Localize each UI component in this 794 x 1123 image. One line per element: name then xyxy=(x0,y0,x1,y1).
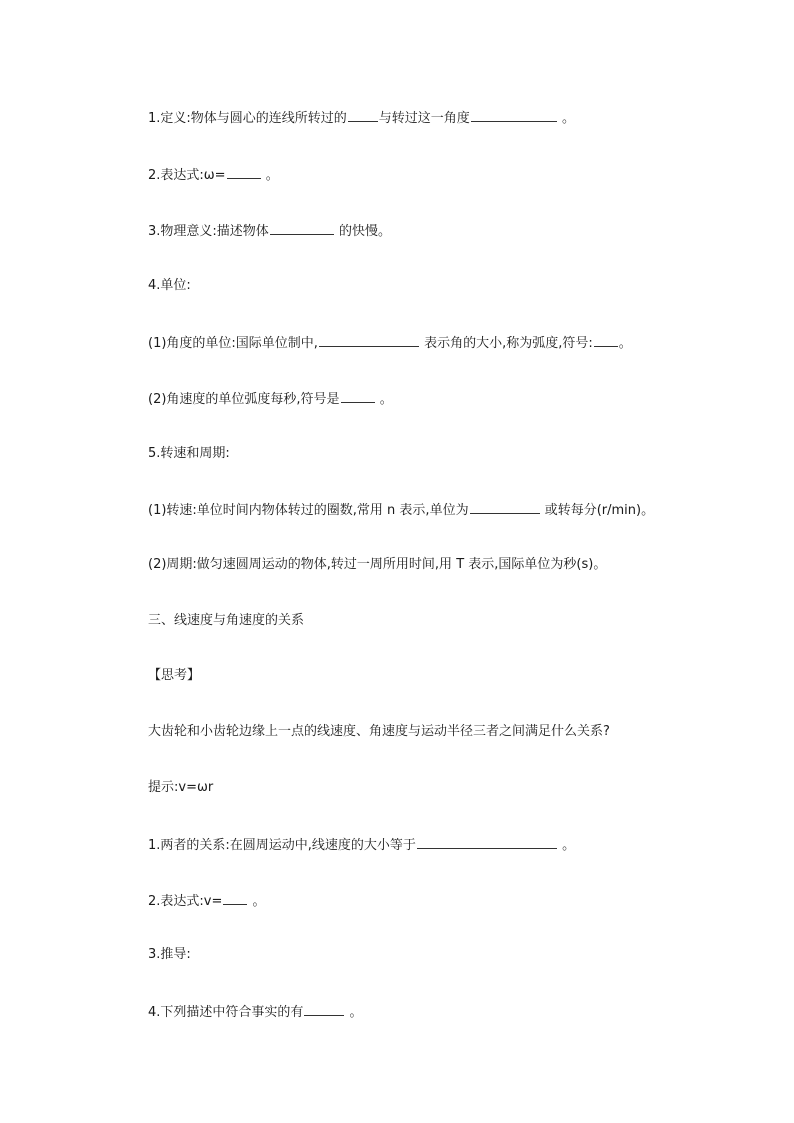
relation-line xyxy=(148,835,575,855)
derivation-line xyxy=(148,946,191,964)
answer-blank[interactable] xyxy=(417,835,557,849)
angle-unit-text-2: 表示角的大小,称为弧度,符号: xyxy=(424,336,593,351)
answer-blank[interactable] xyxy=(270,221,334,235)
derivation-text: 3.推导: xyxy=(148,947,191,962)
rotation-speed-text: (1)转速:单位时间内物体转过的圈数,常用 n 表示,单位为 xyxy=(148,503,469,518)
section-heading xyxy=(148,612,304,630)
answer-blank[interactable] xyxy=(594,333,618,347)
hint-text: 提示:v=ωr xyxy=(148,780,214,795)
period: 。 xyxy=(618,336,632,351)
definition-line xyxy=(148,108,575,128)
think-label xyxy=(148,667,200,685)
angle-unit-line xyxy=(148,333,632,353)
period-text: (2)周期:做匀速圆周运动的物体,转过一周所用时间,用 T 表示,国际单位为秒(s)。 xyxy=(148,557,607,572)
facts-line xyxy=(148,1002,363,1022)
definition-text: 1.定义:物体与圆心的连线所转过的 xyxy=(148,111,347,126)
velocity-expression-line xyxy=(148,891,266,911)
period: 。 xyxy=(349,1005,363,1020)
hint-line xyxy=(148,779,213,797)
period: 。 xyxy=(379,392,393,407)
answer-blank[interactable] xyxy=(471,108,557,122)
angular-velocity-unit-line xyxy=(148,389,393,409)
unit-heading xyxy=(148,277,191,295)
question-text: 大齿轮和小齿轮边缘上一点的线速度、角速度与运动半径三者之间满足什么关系? xyxy=(148,724,610,739)
velocity-expression-text: 2.表达式:v= xyxy=(148,894,223,909)
speed-period-heading xyxy=(148,445,230,463)
period: 。 xyxy=(252,894,266,909)
facts-text: 4.下列描述中符合事实的有 xyxy=(148,1005,304,1020)
speed-period-heading-text: 5.转速和周期: xyxy=(148,446,230,461)
angle-unit-text: (1)角度的单位:国际单位制中, xyxy=(148,336,318,351)
answer-blank[interactable] xyxy=(341,389,375,403)
physical-meaning-line xyxy=(148,221,391,241)
answer-blank[interactable] xyxy=(470,500,540,514)
unit-heading-text: 4.单位: xyxy=(148,278,191,293)
answer-blank[interactable] xyxy=(223,891,247,905)
period: 。 xyxy=(562,838,576,853)
relation-text: 1.两者的关系:在圆周运动中,线速度的大小等于 xyxy=(148,838,416,853)
answer-blank[interactable] xyxy=(227,165,261,179)
rotation-speed-text-2: 或转每分(r/min)。 xyxy=(544,503,655,518)
period: 。 xyxy=(561,111,575,126)
answer-blank[interactable] xyxy=(304,1002,344,1016)
period-line xyxy=(148,556,606,574)
physical-meaning-text: 3.物理意义:描述物体 xyxy=(148,224,269,239)
physical-meaning-text-2: 的快慢。 xyxy=(338,224,391,239)
question-line xyxy=(148,723,610,741)
answer-blank[interactable] xyxy=(319,333,419,347)
period: 。 xyxy=(265,168,279,183)
angular-velocity-unit-text: (2)角速度的单位弧度每秒,符号是 xyxy=(148,392,340,407)
section-heading-text: 三、线速度与角速度的关系 xyxy=(148,613,305,628)
answer-blank[interactable] xyxy=(348,108,378,122)
definition-text-2: 与转过这一角度 xyxy=(378,111,470,126)
expression-text: 2.表达式:ω= xyxy=(148,168,226,183)
expression-line xyxy=(148,165,279,185)
rotation-speed-line xyxy=(148,500,654,520)
think-label-text: 【思考】 xyxy=(148,668,201,683)
